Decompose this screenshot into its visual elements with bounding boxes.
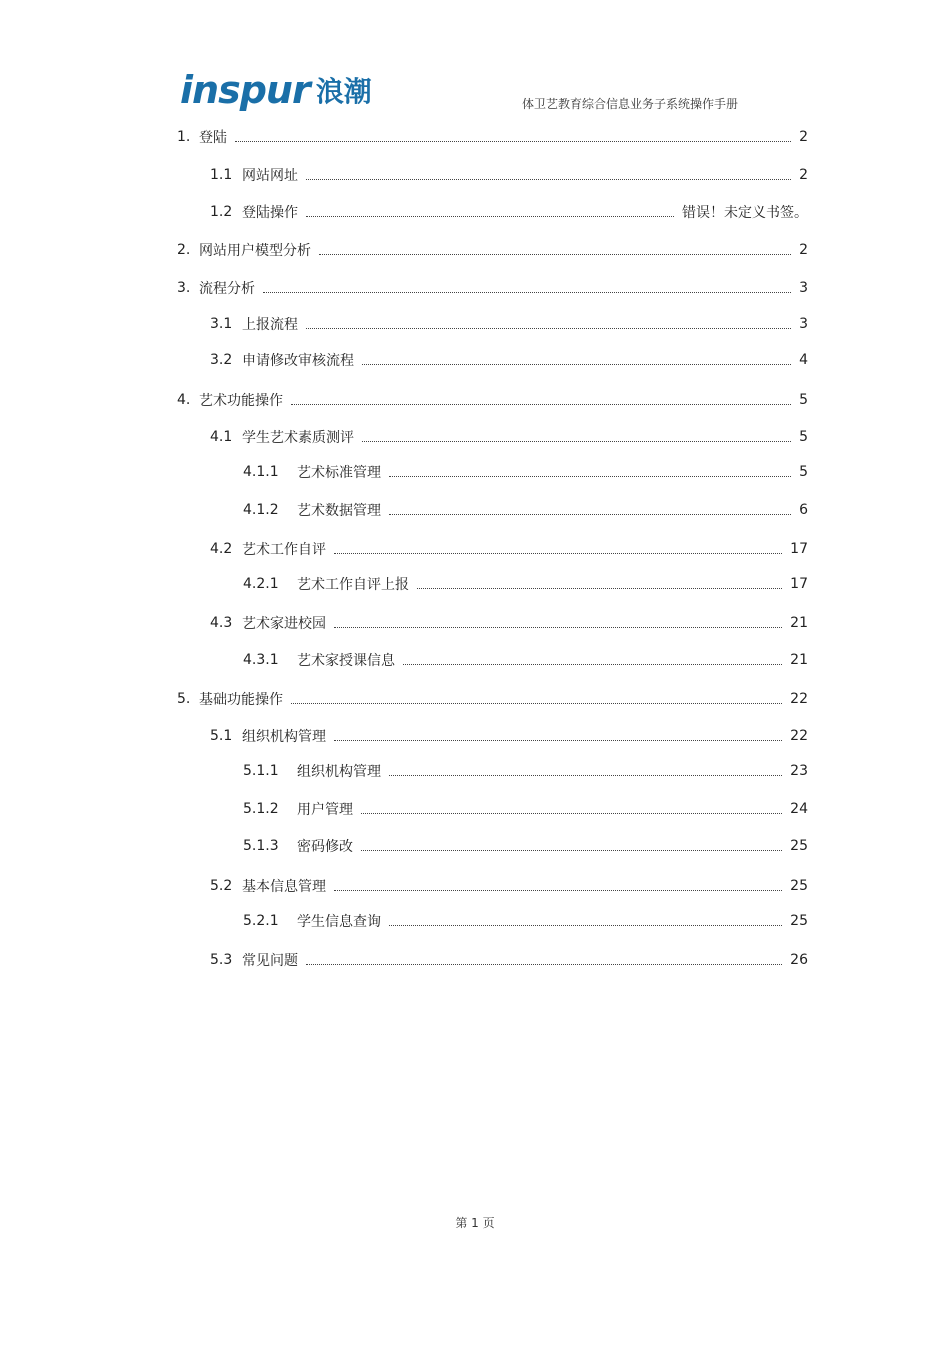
toc-entry-number: 4.1.1 bbox=[243, 464, 279, 480]
toc-entry-number: 5.1 bbox=[210, 728, 233, 744]
toc-entry-page: 5 bbox=[799, 392, 808, 408]
toc-entry-page: 2 bbox=[799, 167, 808, 183]
toc-entry[interactable] bbox=[177, 126, 808, 148]
toc-dot-leader bbox=[319, 253, 791, 255]
toc-entry-title: 组织机构管理 bbox=[242, 729, 326, 745]
toc-entry-page: 21 bbox=[790, 615, 808, 631]
toc-entry-number: 4.2.1 bbox=[243, 576, 279, 592]
toc-entry-page: 错误！未定义书签。 bbox=[682, 205, 808, 221]
toc-entry-page: 25 bbox=[790, 913, 808, 929]
toc-entry-number: 5.3 bbox=[210, 952, 233, 968]
toc-entry[interactable] bbox=[243, 573, 808, 595]
toc-entry-number: 2. bbox=[177, 242, 191, 258]
toc-entry-page: 5 bbox=[799, 429, 808, 445]
toc-dot-leader bbox=[362, 440, 791, 442]
toc-entry-title: 上报流程 bbox=[242, 317, 298, 333]
toc-dot-leader bbox=[306, 327, 791, 329]
toc-dot-leader bbox=[334, 552, 782, 554]
toc-entry-title: 艺术标准管理 bbox=[297, 465, 381, 481]
toc-entry-title: 艺术数据管理 bbox=[297, 503, 381, 519]
toc-entry-number: 4.1.2 bbox=[243, 502, 279, 518]
toc-entry-number: 5.1.3 bbox=[243, 838, 279, 854]
toc-entry[interactable] bbox=[210, 725, 808, 747]
document-title: 体卫艺教育综合信息业务子系统操作手册 bbox=[522, 97, 739, 111]
toc-dot-leader bbox=[334, 739, 782, 741]
toc-entry-title: 基础功能操作 bbox=[199, 692, 283, 708]
toc-entry[interactable] bbox=[243, 910, 808, 932]
toc-entry[interactable] bbox=[210, 349, 808, 371]
toc-entry-title: 艺术家进校园 bbox=[242, 616, 326, 632]
toc-entry[interactable] bbox=[210, 875, 808, 897]
toc-entry[interactable] bbox=[210, 949, 808, 971]
toc-entry-page: 2 bbox=[799, 242, 808, 258]
toc-entry-page: 4 bbox=[799, 352, 808, 368]
toc-dot-leader bbox=[361, 849, 782, 851]
toc-entry-title: 网站网址 bbox=[242, 168, 298, 184]
toc-entry[interactable] bbox=[243, 649, 808, 671]
toc-dot-leader bbox=[263, 291, 791, 293]
toc-entry-number: 4.2 bbox=[210, 541, 233, 557]
toc-dot-leader bbox=[389, 513, 791, 515]
toc-entry-title: 基本信息管理 bbox=[242, 879, 326, 895]
toc-entry[interactable] bbox=[243, 499, 808, 521]
toc-entry-title: 登陆 bbox=[199, 130, 227, 146]
toc-entry-title: 登陆操作 bbox=[242, 205, 298, 221]
toc-entry-number: 1.2 bbox=[210, 204, 233, 220]
toc-entry-title: 用户管理 bbox=[297, 802, 353, 818]
toc-dot-leader bbox=[361, 812, 782, 814]
toc-entry[interactable] bbox=[243, 835, 808, 857]
page-footer: 第 1 页 bbox=[455, 1216, 495, 1230]
toc-entry-page: 5 bbox=[799, 464, 808, 480]
toc-entry-page: 2 bbox=[799, 129, 808, 145]
toc-entry-page: 26 bbox=[790, 952, 808, 968]
toc-entry-number: 4.3 bbox=[210, 615, 233, 631]
toc-entry-number: 5.1.1 bbox=[243, 763, 279, 779]
toc-entry-page: 22 bbox=[790, 728, 808, 744]
toc-dot-leader bbox=[417, 587, 782, 589]
toc-entry-title: 艺术功能操作 bbox=[199, 393, 283, 409]
toc-entry[interactable] bbox=[177, 239, 808, 261]
toc-entry-title: 申请修改审核流程 bbox=[242, 353, 354, 369]
toc-entry-number: 4.3.1 bbox=[243, 652, 279, 668]
toc-entry-page: 21 bbox=[790, 652, 808, 668]
toc-entry[interactable] bbox=[243, 461, 808, 483]
toc-dot-leader bbox=[334, 626, 782, 628]
toc-entry[interactable] bbox=[177, 277, 808, 299]
toc-dot-leader bbox=[389, 774, 782, 776]
logo-cn-text: 浪潮 bbox=[315, 75, 372, 108]
toc-entry[interactable] bbox=[243, 798, 808, 820]
toc-dot-leader bbox=[403, 663, 782, 665]
toc-dot-leader bbox=[362, 363, 791, 365]
toc-entry-number: 4.1 bbox=[210, 429, 233, 445]
toc-entry[interactable] bbox=[177, 389, 808, 411]
toc-entry[interactable] bbox=[210, 313, 808, 335]
toc-entry[interactable] bbox=[177, 688, 808, 710]
toc-entry-number: 1. bbox=[177, 129, 191, 145]
toc-entry-number: 3.1 bbox=[210, 316, 233, 332]
toc-entry-page: 22 bbox=[790, 691, 808, 707]
toc-dot-leader bbox=[306, 963, 782, 965]
logo-latin-text: inspur bbox=[180, 68, 310, 112]
toc-entry-number: 5.2 bbox=[210, 878, 233, 894]
toc-entry-title: 艺术家授课信息 bbox=[297, 653, 395, 669]
toc-dot-leader bbox=[306, 215, 674, 217]
toc-entry-page: 17 bbox=[790, 541, 808, 557]
inspur-logo bbox=[180, 66, 372, 114]
toc-entry-title: 密码修改 bbox=[297, 839, 353, 855]
toc-entry-number: 3. bbox=[177, 280, 191, 296]
toc-entry-page: 25 bbox=[790, 878, 808, 894]
toc-entry-page: 3 bbox=[799, 280, 808, 296]
toc-entry-title: 学生信息查询 bbox=[297, 914, 381, 930]
toc-entry-page: 23 bbox=[790, 763, 808, 779]
toc-entry-page: 25 bbox=[790, 838, 808, 854]
toc-entry-title: 组织机构管理 bbox=[297, 764, 381, 780]
toc-entry-page: 6 bbox=[799, 502, 808, 518]
toc-entry-title: 艺术工作自评上报 bbox=[297, 577, 409, 593]
toc-dot-leader bbox=[235, 140, 791, 142]
toc-dot-leader bbox=[306, 178, 791, 180]
toc-entry[interactable] bbox=[210, 201, 808, 223]
toc-entry[interactable] bbox=[243, 760, 808, 782]
toc-entry-page: 24 bbox=[790, 801, 808, 817]
toc-entry[interactable] bbox=[210, 426, 808, 448]
toc-entry-number: 5. bbox=[177, 691, 191, 707]
toc-entry-title: 艺术工作自评 bbox=[242, 542, 326, 558]
toc-entry[interactable] bbox=[210, 612, 808, 634]
toc-entry-title: 学生艺术素质测评 bbox=[242, 430, 354, 446]
toc-entry-number: 1.1 bbox=[210, 167, 233, 183]
toc-entry-number: 5.1.2 bbox=[243, 801, 279, 817]
toc-entry-number: 5.2.1 bbox=[243, 913, 279, 929]
toc-entry-title: 常见问题 bbox=[242, 953, 298, 969]
toc-dot-leader bbox=[334, 889, 782, 891]
toc-dot-leader bbox=[291, 702, 782, 704]
toc-entry-title: 流程分析 bbox=[199, 281, 255, 297]
toc-entry[interactable] bbox=[210, 164, 808, 186]
toc-entry-number: 4. bbox=[177, 392, 191, 408]
toc-entry-number: 3.2 bbox=[210, 352, 233, 368]
toc-dot-leader bbox=[291, 403, 791, 405]
toc-dot-leader bbox=[389, 924, 782, 926]
toc-entry-title: 网站用户模型分析 bbox=[199, 243, 311, 259]
toc-entry-page: 3 bbox=[799, 316, 808, 332]
toc-entry-page: 17 bbox=[790, 576, 808, 592]
toc-dot-leader bbox=[389, 475, 791, 477]
toc-entry[interactable] bbox=[210, 538, 808, 560]
